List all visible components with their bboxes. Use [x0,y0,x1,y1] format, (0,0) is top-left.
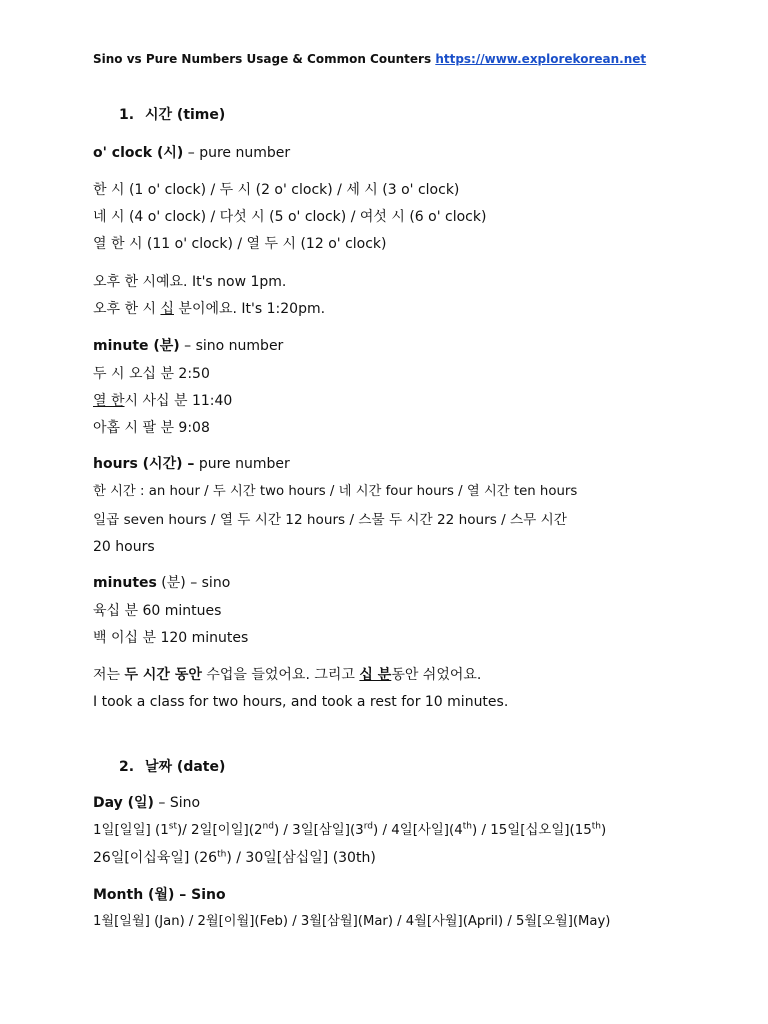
example-text: 오후 한 시 [93,301,161,317]
minute-desc: – sino number [179,338,284,354]
minute-line-3: 아홉 시 팔 분 9:08 [93,420,210,436]
day-desc: – Sino [153,795,201,811]
underlined-word: 십 [160,301,174,317]
ordinal-suffix: rd [363,821,373,832]
example-sentence [93,665,693,685]
hours-line-1: 한 시간 : an hour / 두 시간 two hours / 네 시간 four hours / 열 시간 ten hours [93,484,578,499]
section-title: 시간 (time) [145,107,226,123]
section-number: 1. [119,107,135,123]
day-text: ) / 15일[십오일](15 [472,823,592,838]
section-number: 2. [119,759,135,775]
hours-line-3: 20 hours [93,539,155,555]
ordinal-suffix: nd [262,821,274,832]
website-link[interactable]: https://www.explorekorean.net [435,52,647,66]
day-text: ) / 4일[사일](4 [372,823,463,838]
oclock-heading [93,143,693,163]
sentence-text: 동안 쉬었어요. [391,667,482,683]
header-title: Sino vs Pure Numbers Usage & Common Counters [93,52,432,66]
oclock-line-2: 네 시 (4 o' clock) / 다섯 시 (5 o' clock) / 여섯 시 (6 o' clock) [93,209,487,225]
day-text: 26일[이십육일] (26 [93,850,218,866]
minutes-label: minutes [93,575,157,591]
ordinal-suffix: st [168,821,177,832]
day-text: ) [600,823,607,838]
day-text: ) / 30일[삼십일] (30th) [226,850,376,866]
section-title: 날짜 (date) [145,759,226,775]
day-text: 1일[일일] (1 [93,823,169,838]
day-heading [93,793,693,813]
day-label: Day (일) [93,795,154,811]
sentence-text: 저는 [93,667,125,683]
oclock-label: o' clock (시) [93,145,184,161]
month-heading: Month (월) – Sino [93,887,226,903]
hours-line-2: 일곱 seven hours / 열 두 시간 12 hours / 스물 두 시간 22 hours / 스무 시간 [93,512,567,528]
oclock-line-3: 열 한 시 (11 o' clock) / 열 두 시 (12 o' clock) [93,236,387,252]
section-heading-time [119,105,719,125]
minute-line-1: 두 시 오십 분 2:50 [93,366,210,382]
underlined-word: 열 한 [93,393,125,409]
example-text: 분이에요. It's 1:20pm. [173,301,326,317]
ordinal-suffix: th [591,821,601,832]
ordinal-suffix: th [462,821,472,832]
bold-underlined-phrase: 십 분 [359,667,392,683]
month-line-1: 1월[일월] (Jan) / 2월[이월](Feb) / 3월[삼월](Mar) / 4월[사월](April) / 5월[오월](May) [93,914,611,929]
day-line-1 [93,821,693,841]
oclock-desc: – pure number [183,145,291,161]
minutes-heading [93,573,693,593]
day-text: )/ 2일[이일](2 [177,823,263,838]
bold-phrase: 두 시간 동안 [124,667,202,683]
minute-text: 시 사십 분 11:40 [124,393,233,409]
hours-label: hours (시간) – [93,456,195,472]
sentence-text: 수업을 들었어요. 그리고 [201,667,360,683]
example-line-1: 오후 한 시예요. It's now 1pm. [93,274,287,290]
section-heading-date [119,757,719,777]
minutes-line-1: 육십 분 60 mintues [93,603,222,619]
minute-heading [93,336,693,356]
day-line-2 [93,848,693,868]
oclock-line-1: 한 시 (1 o' clock) / 두 시 (2 o' clock) / 세 시 (3 o' clock) [93,182,460,198]
minutes-line-2: 백 이십 분 120 minutes [93,630,249,646]
sentence-translation: I took a class for two hours, and took a rest for 10 minutes. [93,694,509,710]
example-line-2 [93,299,693,319]
hours-heading [93,454,693,474]
minute-line-2 [93,391,693,411]
day-text: ) / 3일[삼일](3 [273,823,364,838]
ordinal-suffix: th [217,849,227,860]
page-header [93,52,713,66]
hours-desc: pure number [194,456,290,472]
minutes-desc: (분) – sino [156,575,231,591]
minute-label: minute (분) [93,338,180,354]
